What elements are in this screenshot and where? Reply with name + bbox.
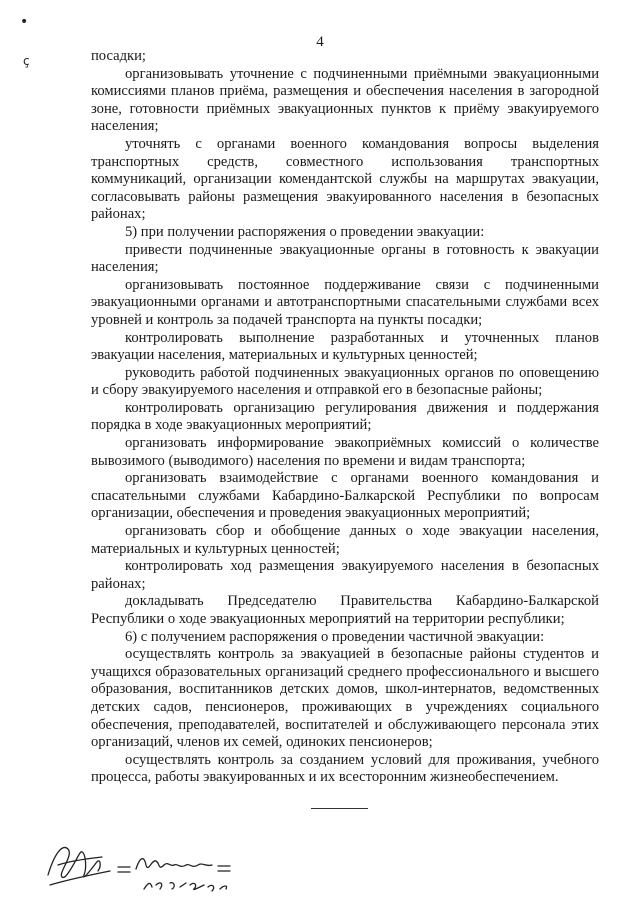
paragraph: 6) с получением распоряжения о проведении частичной эвакуации: <box>125 628 545 645</box>
paragraph: осуществлять контроль за созданием условий для проживания, учебного процесса, работы эвакуированных и их всесторонним жизнеобеспечением. <box>91 751 599 786</box>
paragraph: докладывать Председателю Правительства Кабардино-Балкарской Республики о ходе эвакуационных мероприятий на территории республики; <box>91 593 599 627</box>
paragraph: организовывать постоянное поддерживание связи с подчиненными эвакуационными органами и автотранспортными спасательными службами всех уровней и контроль за подачей транспорта на пункты посадки; <box>91 276 599 328</box>
paragraph: контролировать ход размещения эвакуируемого населения в безопасных районах; <box>91 558 599 592</box>
margin-mark-side: ç <box>23 54 30 68</box>
paragraph: контролировать выполнение разработанных и уточненных планов эвакуации населения, материальных и культурных ценностей; <box>91 329 599 364</box>
paragraph: осуществлять контроль за эвакуацией в безопасные районы студентов и учащихся образовательных организаций среднего профессионального и высшего образования, воспитанников детских домов, школ-интернатов, ведомственных детских садов, пенсионеров, проживающих в учреждениях социального обеспечения, преподавателей, воспитателей и обслуживающего персонала этих организаций, членов их семей, одиноких пенсионеров; <box>91 646 599 751</box>
paragraph: организовать взаимодействие с органами военного командования и спасательными службами Кабардино-Балкарской Республики по вопросам организации, обеспечения и проведения эвакуационных мероприятий; <box>91 470 599 522</box>
paragraph: организовать сбор и обобщение данных о ходе эвакуации населения, материальных и культурных ценностей; <box>91 523 599 557</box>
paragraph: 5) при получении распоряжения о проведении эвакуации: <box>125 223 485 240</box>
paragraph: организовать информирование эвакоприёмных комиссий о количестве вывозимого (выводимого) населения по времени и видам транспорта; <box>91 435 599 469</box>
paragraph: уточнять с органами военного командования вопросы выделения транспортных средств, совместного использования транспортных коммуникаций, организации комендантской службы на маршрутах эвакуации, согласовывать районы размещения эвакуированного населения в безопасных районах; <box>91 135 599 223</box>
handwritten-signature <box>40 835 280 895</box>
paragraph: контролировать организацию регулирования движения и поддержания порядка в ходе эвакуационных мероприятий; <box>91 399 599 434</box>
paragraph: руководить работой подчиненных эвакуационных органов по оповещению и сбору эвакуируемого населения и отправкой его в безопасные районы; <box>91 364 599 399</box>
paragraph: организовывать уточнение с подчиненными приёмными эвакуационными комиссиями планов приёма, размещения и обеспечения населения в загородной зоне, готовности приёмных эвакуационных пунктов к приёму эвакуируемого населения; <box>91 65 599 135</box>
paragraph: привести подчиненные эвакуационные органы в готовность к эвакуации населения; <box>91 241 599 276</box>
margin-mark-top: • <box>20 14 29 30</box>
body-text <box>91 48 599 787</box>
paragraph: посадки; <box>91 48 146 64</box>
page-number: 4 <box>316 34 324 50</box>
end-divider <box>311 808 368 809</box>
